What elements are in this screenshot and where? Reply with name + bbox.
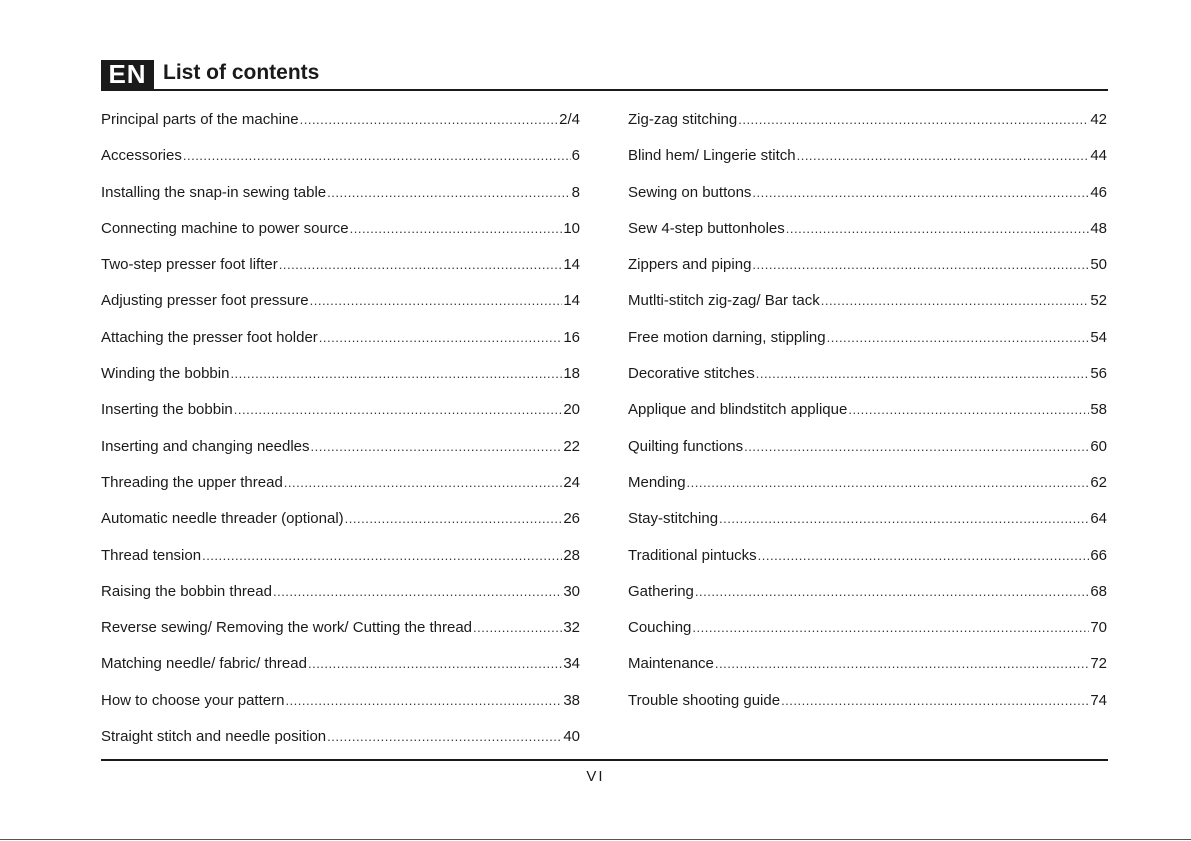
footer-divider — [101, 759, 1108, 761]
toc-entry[interactable] — [101, 473, 580, 509]
dot-leader — [319, 328, 563, 348]
dot-leader — [350, 219, 563, 239]
toc-entry-label: Zig-zag stitching — [628, 111, 738, 128]
toc-entry-page: 48 — [1090, 219, 1107, 237]
dot-leader — [183, 146, 571, 166]
toc-entry[interactable] — [628, 437, 1107, 473]
toc-entry-label: Inserting the bobbin — [101, 401, 233, 419]
toc-entry-page: 20 — [563, 401, 580, 419]
toc-entry[interactable] — [101, 546, 580, 582]
toc-entry-page: 32 — [563, 619, 580, 637]
dot-leader — [752, 183, 1089, 203]
toc-entry-label: Straight stitch and needle position — [101, 728, 327, 746]
dot-leader — [821, 291, 1090, 311]
toc-entry-page: 16 — [563, 328, 580, 346]
toc-entry-page: 54 — [1090, 328, 1107, 346]
toc-entry-label: Accessories — [101, 147, 182, 165]
page-bottom-edge — [0, 839, 1191, 840]
dot-leader — [284, 473, 563, 493]
toc-entry-page: 60 — [1090, 437, 1107, 455]
toc-entry-page: 30 — [563, 582, 580, 600]
toc-entry[interactable] — [628, 509, 1107, 545]
toc-entry-label: Gathering — [628, 582, 694, 600]
toc-entry-label: Mending — [628, 473, 686, 491]
dot-leader — [715, 654, 1089, 674]
dot-leader — [756, 364, 1090, 384]
toc-entry-label: Attaching the presser foot holder — [101, 328, 318, 346]
toc-entry-label: Decorative stitches — [628, 365, 755, 383]
toc-entry-page: 46 — [1090, 183, 1107, 201]
toc-entry-label: Maintenance — [628, 655, 714, 673]
toc-entry[interactable] — [628, 183, 1107, 219]
toc-entry[interactable] — [101, 328, 580, 364]
toc-entry-label: Applique and blindstitch applique — [628, 401, 848, 419]
toc-entry[interactable] — [628, 146, 1107, 182]
toc-entry-page: 70 — [1090, 619, 1107, 637]
toc-column-left — [101, 110, 580, 763]
toc-entry-label: Sew 4-step buttonholes — [628, 219, 785, 237]
toc-entry-page: 22 — [563, 437, 580, 455]
toc-entry[interactable] — [628, 400, 1107, 436]
toc-entry[interactable] — [628, 110, 1107, 146]
dot-leader — [234, 400, 563, 420]
dot-leader — [473, 618, 562, 638]
toc-entry-label: Mutlti-stitch zig-zag/ Bar tack — [628, 292, 820, 310]
toc-entry-page: 62 — [1090, 473, 1107, 491]
toc-entry-label: Thread tension — [101, 546, 202, 564]
page-title: List of contents — [163, 61, 320, 84]
toc-entry-page: 68 — [1090, 582, 1107, 600]
toc-entry-label: Adjusting presser foot pressure — [101, 292, 309, 310]
toc-entry[interactable] — [101, 727, 580, 763]
toc-entry-label: Inserting and changing needles — [101, 437, 310, 455]
toc-entry[interactable] — [101, 437, 580, 473]
toc-entry-label: Winding the bobbin — [101, 365, 230, 383]
toc-entry-page: 64 — [1090, 510, 1107, 528]
page-header — [101, 59, 1108, 91]
toc-entry-label: Principal parts of the machine — [101, 111, 299, 128]
dot-leader — [744, 437, 1089, 457]
toc-entry-page: 6 — [571, 147, 580, 165]
toc-entry-page: 52 — [1090, 292, 1107, 310]
toc-entry-page: 10 — [563, 219, 580, 237]
dot-leader — [310, 291, 563, 311]
toc-entry-label: Stay-stitching — [628, 510, 719, 528]
toc-entry-page: 34 — [563, 655, 580, 673]
dot-leader — [797, 146, 1090, 166]
dot-leader — [695, 582, 1089, 602]
toc-entry-page: 24 — [563, 473, 580, 491]
toc-entry[interactable] — [628, 618, 1107, 654]
toc-entry-page: 44 — [1090, 147, 1107, 165]
dot-leader — [848, 400, 1089, 420]
toc-entry-page: 40 — [563, 728, 580, 746]
toc-entry-label: Couching — [628, 619, 692, 637]
dot-leader — [719, 509, 1089, 529]
toc-entry-label: Traditional pintucks — [628, 546, 757, 564]
toc-entry-page: 72 — [1090, 655, 1107, 673]
toc-entry-label: Sewing on buttons — [628, 183, 752, 201]
toc-entry-label: Reverse sewing/ Removing the work/ Cutting the thread — [101, 619, 473, 637]
toc-entry[interactable] — [101, 509, 580, 545]
toc-entry[interactable] — [101, 183, 580, 219]
toc-entry-page: 8 — [571, 183, 580, 201]
toc-entry[interactable] — [101, 110, 580, 146]
toc-entry[interactable] — [101, 618, 580, 654]
toc-entry-page: 14 — [563, 256, 580, 274]
dot-leader — [758, 546, 1090, 566]
toc-entry-label: Quilting functions — [628, 437, 744, 455]
toc-entry[interactable] — [101, 146, 580, 182]
toc-entry-label: Raising the bobbin thread — [101, 582, 272, 600]
dot-leader — [738, 110, 1089, 130]
dot-leader — [279, 255, 563, 275]
toc-entry-label: Automatic needle threader (optional) — [101, 510, 344, 528]
toc-entry-label: Threading the upper thread — [101, 473, 283, 491]
toc-entry[interactable] — [628, 546, 1107, 582]
toc-entry-page: 56 — [1090, 365, 1107, 383]
toc-entry[interactable] — [101, 255, 580, 291]
dot-leader — [827, 328, 1090, 348]
toc-entry[interactable] — [628, 654, 1107, 690]
toc-entry-page: 58 — [1090, 401, 1107, 419]
dot-leader — [273, 582, 562, 602]
toc-entry[interactable] — [101, 364, 580, 400]
toc-entry-label: Installing the snap-in sewing table — [101, 183, 327, 201]
toc-entry-label: Blind hem/ Lingerie stitch — [628, 147, 796, 165]
dot-leader — [345, 509, 563, 529]
dot-leader — [300, 110, 559, 130]
toc-entry[interactable] — [101, 691, 580, 727]
toc-entry[interactable] — [101, 654, 580, 690]
toc-entry-label: Trouble shooting guide — [628, 691, 781, 709]
language-badge: EN — [101, 60, 154, 89]
toc-entry-page: 14 — [563, 292, 580, 310]
toc-entry[interactable] — [101, 582, 580, 618]
toc-entry-label: Free motion darning, stippling — [628, 328, 826, 346]
page-number: VI — [586, 768, 605, 785]
toc-entry-page: 2/4 — [559, 111, 580, 128]
toc-entry[interactable] — [628, 328, 1107, 364]
dot-leader — [752, 255, 1089, 275]
dot-leader — [692, 618, 1089, 638]
toc-entry[interactable] — [101, 219, 580, 255]
dot-leader — [786, 219, 1090, 239]
toc-entry-label: How to choose your pattern — [101, 691, 285, 709]
toc-column-right — [628, 110, 1107, 727]
toc-entry-page: 42 — [1090, 111, 1107, 128]
toc-entry[interactable] — [628, 219, 1107, 255]
dot-leader — [687, 473, 1090, 493]
toc-entry-page: 66 — [1090, 546, 1107, 564]
toc-entry-label: Matching needle/ fabric/ thread — [101, 655, 307, 673]
dot-leader — [311, 437, 563, 457]
dot-leader — [327, 727, 562, 747]
toc-entry-page: 28 — [563, 546, 580, 564]
toc-entry[interactable] — [628, 582, 1107, 618]
toc-entry-label: Zippers and piping — [628, 256, 752, 274]
toc-entry-page: 38 — [563, 691, 580, 709]
dot-leader — [308, 654, 562, 674]
dot-leader — [285, 691, 562, 711]
toc-entry-label: Two-step presser foot lifter — [101, 256, 278, 274]
toc-entry[interactable] — [101, 291, 580, 327]
dot-leader — [327, 183, 571, 203]
toc-entry-page: 26 — [563, 510, 580, 528]
toc-entry-page: 18 — [563, 365, 580, 383]
toc-entry-label: Connecting machine to power source — [101, 219, 349, 237]
toc-entry[interactable] — [628, 691, 1107, 727]
toc-entry[interactable] — [628, 364, 1107, 400]
dot-leader — [202, 546, 562, 566]
toc-entry[interactable] — [628, 473, 1107, 509]
toc-entry-page: 74 — [1090, 691, 1107, 709]
toc-entry[interactable] — [628, 291, 1107, 327]
toc-entry[interactable] — [101, 400, 580, 436]
dot-leader — [230, 364, 562, 384]
dot-leader — [781, 691, 1089, 711]
toc-entry-page: 50 — [1090, 256, 1107, 274]
toc-entry[interactable] — [628, 255, 1107, 291]
